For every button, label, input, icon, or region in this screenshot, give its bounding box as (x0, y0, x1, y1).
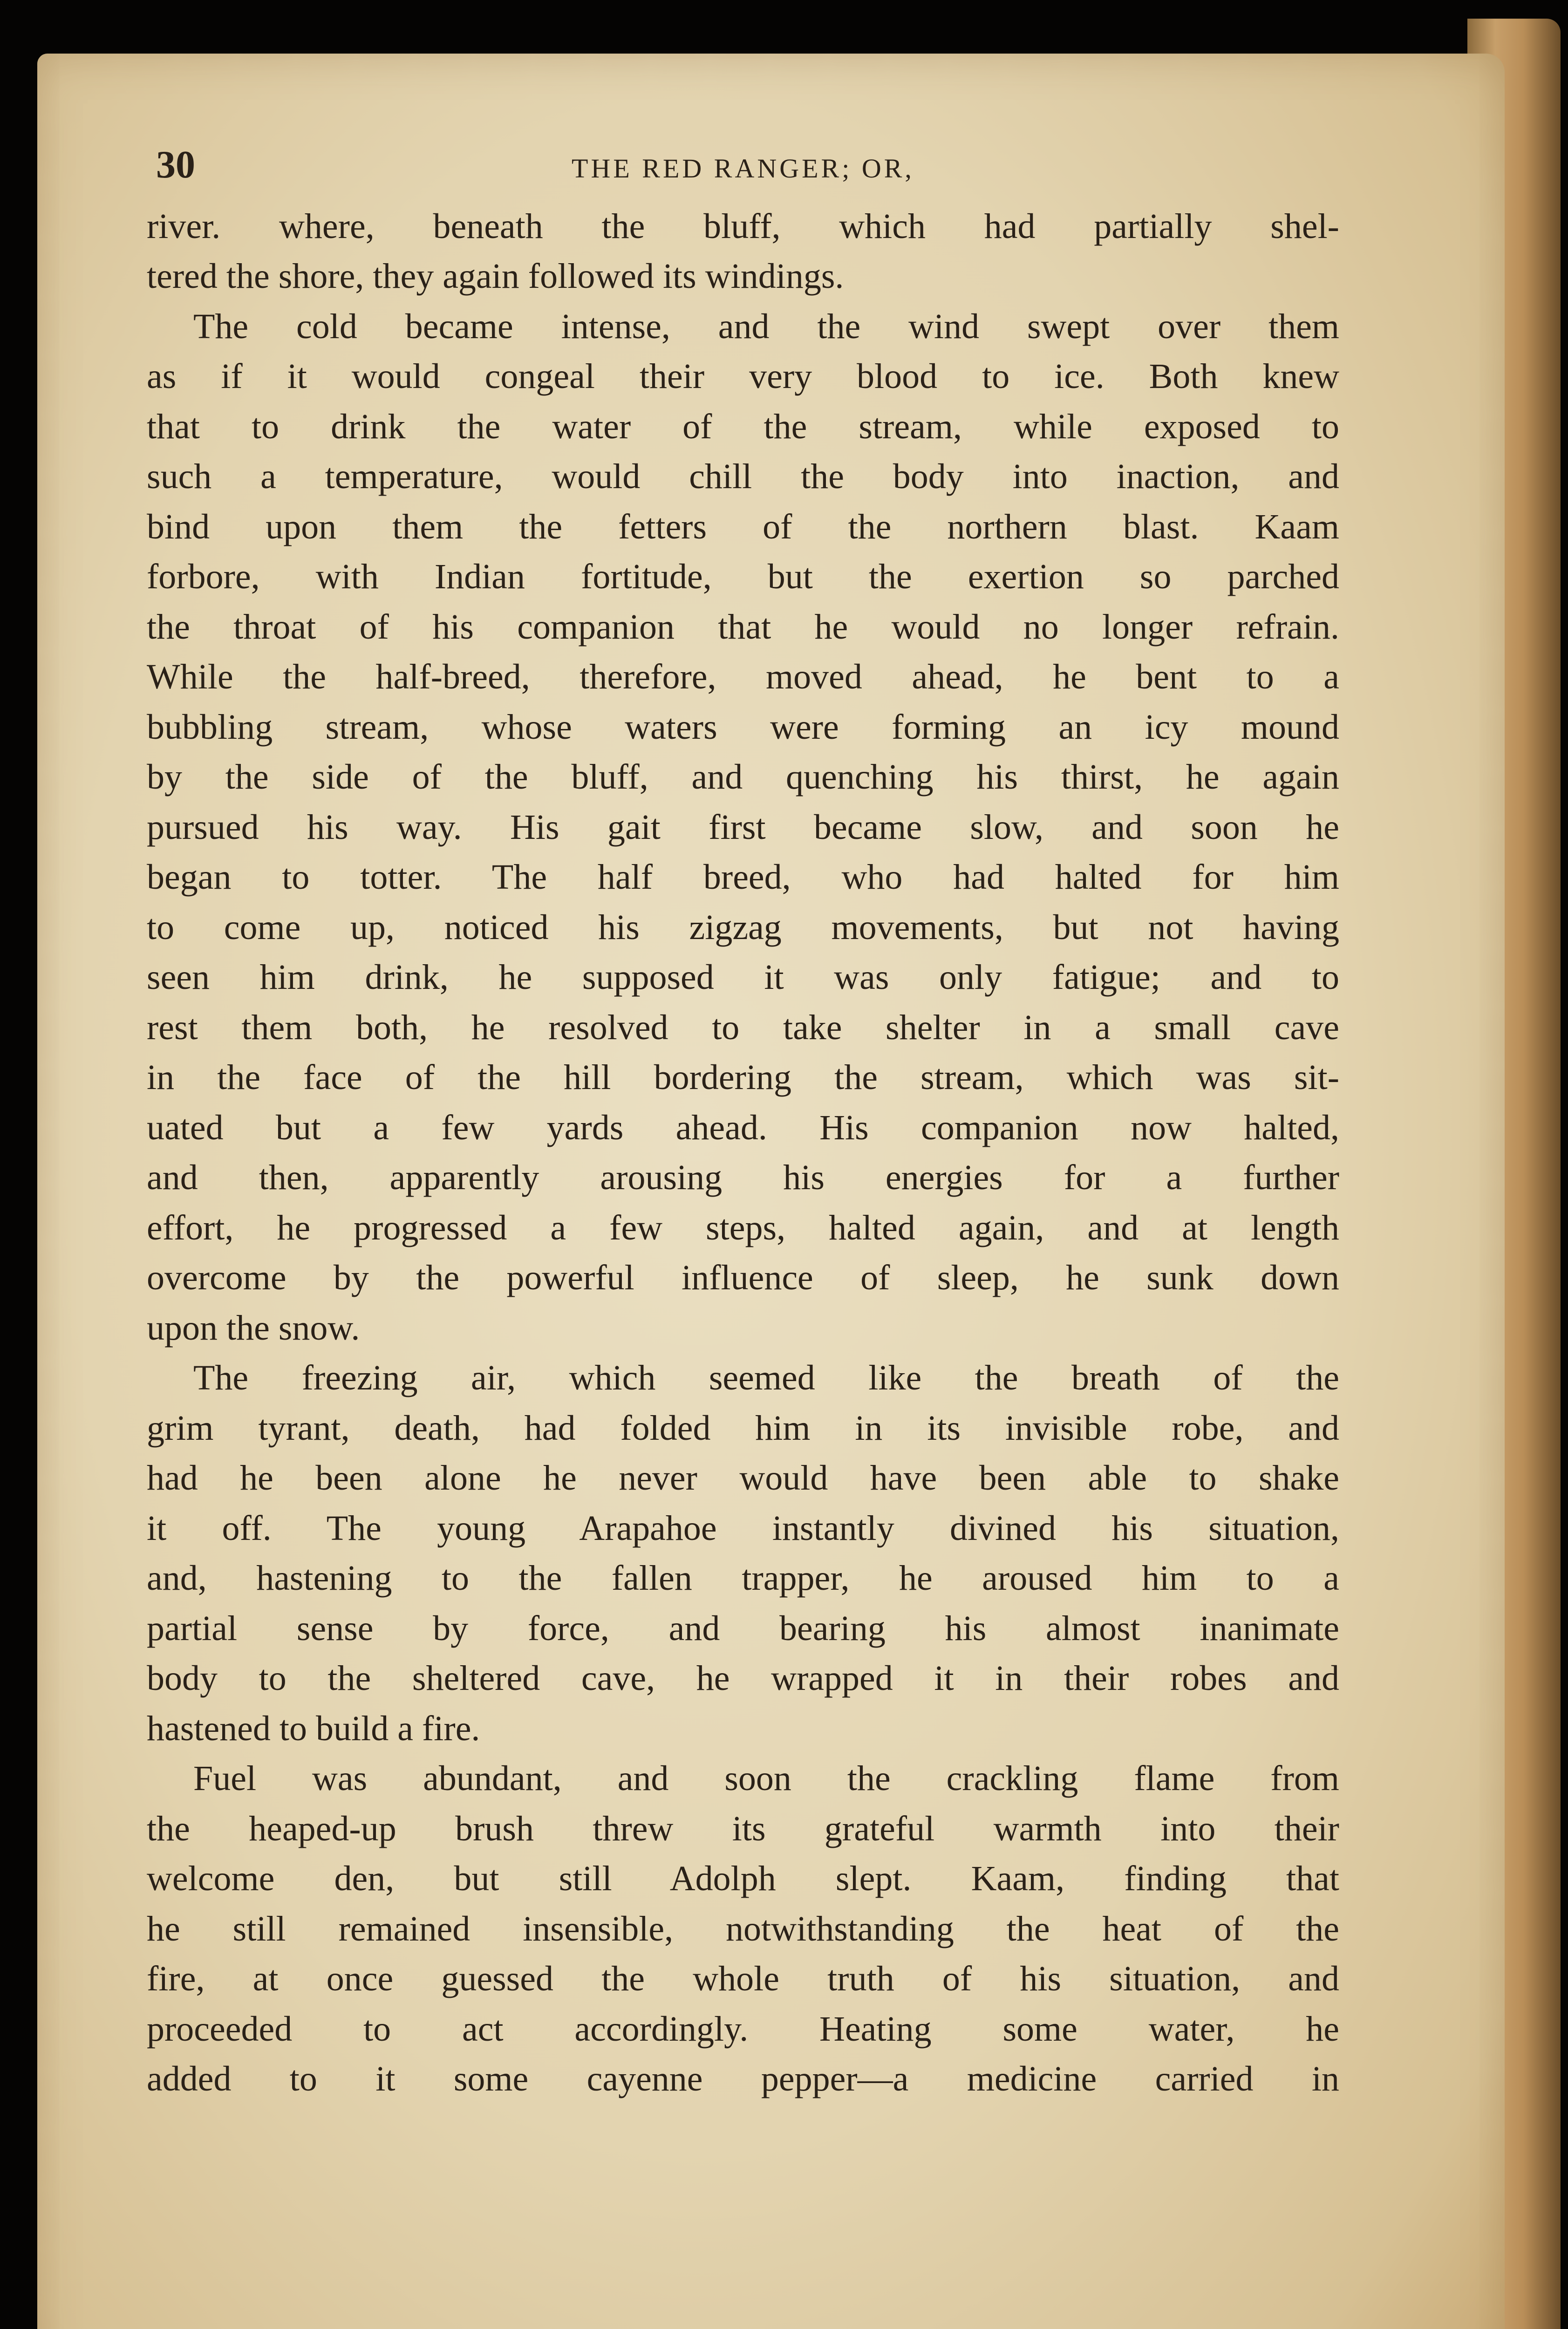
text-line: pursued his way. His gait first became slow, and soon he (147, 807, 1339, 847)
text-line: bind upon them the fetters of the northern blast. Kaam (147, 507, 1339, 546)
text-line: The cold became intense, and the wind swept over them (193, 306, 1339, 346)
text-line: seen him drink, he supposed it was only fatigue; and to (147, 958, 1339, 997)
page-text-block (147, 140, 1339, 2104)
text-line: it off. The young Arapahoe instantly divined his situation, (147, 1508, 1339, 1548)
text-line: as if it would congeal their very blood to ice. Both knew (147, 357, 1339, 396)
text-line: partial sense by force, and bearing his almost inanimate (147, 1608, 1339, 1648)
text-line: began to totter. The half breed, who had halted for him (147, 858, 1339, 897)
text-line: forbore, with Indian fortitude, but the exertion so parched (147, 557, 1339, 596)
text-line: fire, at once guessed the whole truth of his situation, and (147, 1959, 1339, 1998)
text-line: body to the sheltered cave, he wrapped it in their robes and (147, 1659, 1339, 1698)
text-line: such a temperature, would chill the body into inaction, and (147, 457, 1339, 496)
text-line: added to it some cayenne pepper—a medicine carried in (147, 2059, 1339, 2098)
page-header (147, 140, 1339, 190)
text-line: While the half-breed, therefore, moved ahead, he bent to a (147, 657, 1339, 696)
text-line: the heaped-up brush threw its grateful warmth into their (147, 1809, 1339, 1848)
page-number: 30 (156, 143, 195, 186)
text-line: The freezing air, which seemed like the breath of the (193, 1358, 1339, 1397)
text-line: uated but a few yards ahead. His companion now halted, (147, 1108, 1339, 1147)
text-line: effort, he progressed a few steps, halted again, and at length (147, 1208, 1339, 1247)
text-line: and then, apparently arousing his energies for a further (147, 1158, 1339, 1197)
text-line: and, hastening to the fallen trapper, he aroused him to a (147, 1559, 1339, 1598)
text-line: upon the snow. (147, 1308, 360, 1348)
running-head: THE RED RANGER; OR, (572, 153, 914, 184)
text-line: overcome by the powerful influence of sleep, he sunk down (147, 1258, 1339, 1297)
text-line: to come up, noticed his zigzag movements, but not having (147, 907, 1339, 947)
text-line: by the side of the bluff, and quenching his thirst, he again (147, 757, 1339, 797)
text-line: hastened to build a fire. (147, 1709, 480, 1748)
text-line: he still remained insensible, notwithstanding the heat of the (147, 1909, 1339, 1948)
text-line: that to drink the water of the stream, while exposed to (147, 407, 1339, 446)
text-line: river. where, beneath the bluff, which had partially shel- (147, 206, 1339, 246)
text-line: bubbling stream, whose waters were forming an icy mound (147, 707, 1339, 747)
text-line: welcome den, but still Adolph slept. Kaam, finding that (147, 1859, 1339, 1898)
text-line: Fuel was abundant, and soon the crackling flame from (193, 1759, 1339, 1798)
text-line: had he been alone he never would have been able to shake (147, 1458, 1339, 1498)
text-line: grim tyrant, death, had folded him in its invisible robe, and (147, 1408, 1339, 1448)
text-line: rest them both, he resolved to take shelter in a small cave (147, 1008, 1339, 1047)
text-line: the throat of his companion that he would no longer refrain. (147, 607, 1339, 647)
text-line: in the face of the hill bordering the stream, which was sit- (147, 1058, 1339, 1097)
text-line: proceeded to act accordingly. Heating some water, he (147, 2009, 1339, 2049)
text-line: tered the shore, they again followed its windings. (147, 257, 844, 296)
